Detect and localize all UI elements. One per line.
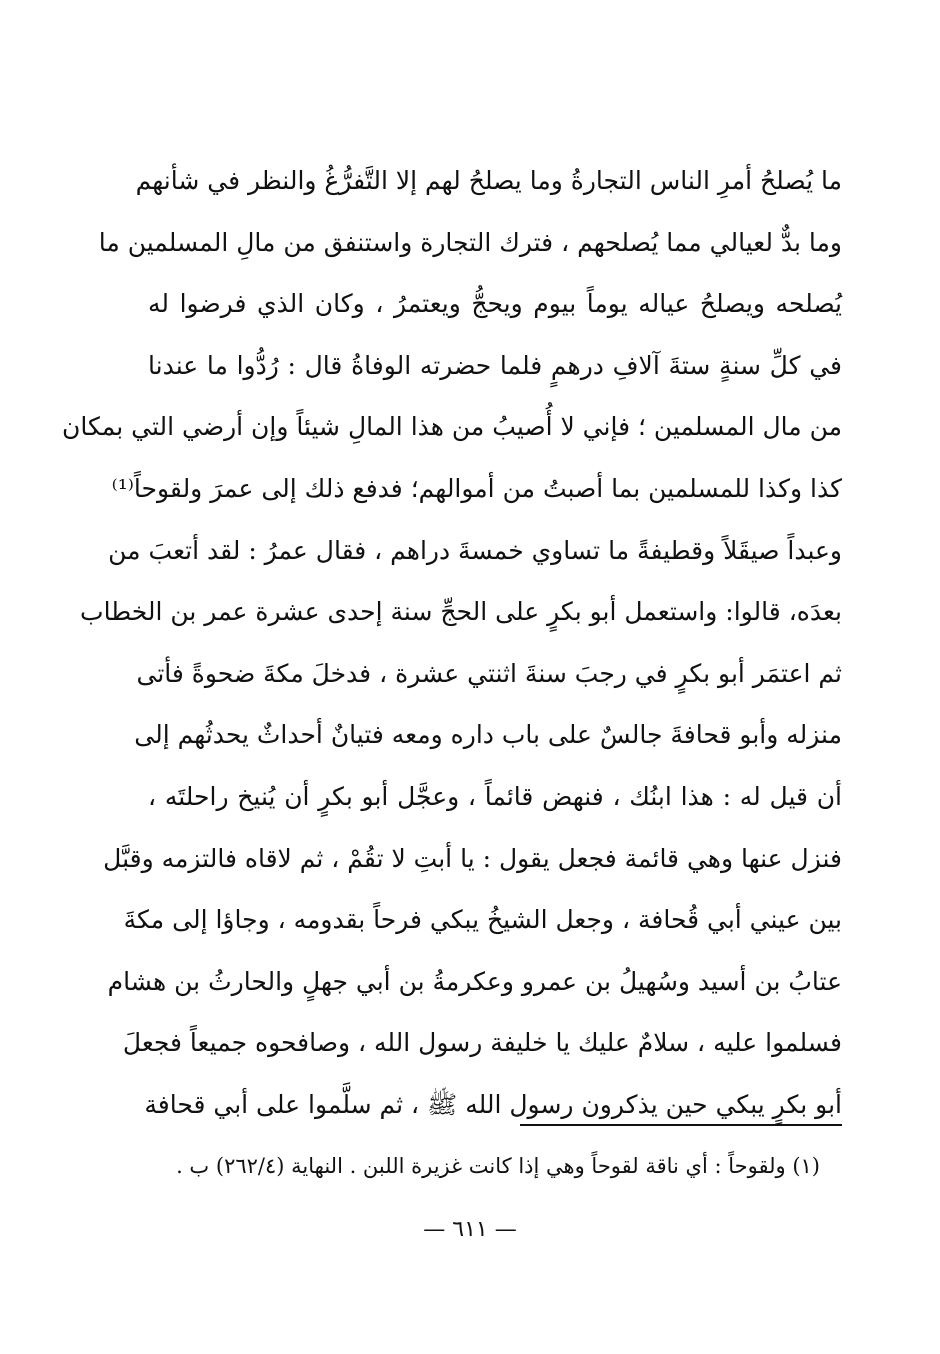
- body-line: أبو بكرٍ يبكي حين يذكرون رسول الله ﷺ ، ثم سلَّموا على أبي قحافة: [144, 1089, 842, 1119]
- body-line: بين عيني أبي قُحافة ، وجعل الشيخُ يبكي فرحاً بقدومه ، وجاؤا إلى مكةَ: [123, 905, 842, 935]
- body-line: بعدَه، قالوا: واستعمل أبو بكرٍ على الحجِّ سنة إحدى عشرة عمر بن الخطاب: [80, 597, 842, 627]
- body-line: ما يُصلحُ أمرِ الناس التجارةُ وما يصلحُ لهم إلا التَّفرُّغُ والنظر في شأنهم: [135, 166, 842, 195]
- body-line: فسلموا عليه ، سلامٌ عليك يا خليفة رسول الله ، وصافحوه جميعاً فجعلَ: [122, 1028, 842, 1058]
- body-line: ثم اعتمَر أبو بكرٍ في رجبَ سنةَ اثنتي عشرة ، فدخلَ مكةَ ضحوةً فأتى: [136, 658, 842, 688]
- body-line: كذا وكذا للمسلمين بما أصبتُ من أموالهم؛ فدفع ذلك إلى عمرَ ولقوحاً⁽¹⁾: [111, 473, 842, 503]
- body-line: يُصلحه ويصلحُ عياله يوماً بيوم ويحجُّ ويعتمرُ ، وكان الذي فرضوا له: [148, 289, 842, 319]
- footnote-separator: [520, 1124, 842, 1126]
- body-text: [61, 150, 842, 1136]
- page-number: — ٦١١ —: [423, 1217, 517, 1242]
- body-line: وعبداً صيقَلاً وقطيفةً ما تساوي خمسةَ دراهم ، فقال عمرُ : لقد أتعبَ من: [108, 535, 842, 565]
- body-line: منزله وأبو قحافةَ جالسٌ على باب داره ومعه فتيانٌ أحداثٌ يحدثُهم إلى: [134, 720, 842, 750]
- body-line: من مال المسلمين ؛ فإني لا أُصيبُ من هذا المالِ شيئاً وإن أرضي التي بمكان: [61, 412, 842, 442]
- body-line: وما بدٌّ لعيالي مما يُصلحهم ، فترك التجارة واستنفق من مالِ المسلمين ما: [98, 227, 842, 257]
- footnote: (١) ولقوحاً : أي ناقة لقوحاً وهي إذا كانت غزيرة اللبن . النهاية (٢٦٢/٤) ب .: [176, 1154, 820, 1178]
- body-line: أن قيل له : هذا ابنُك ، فنهض قائماً ، وعجَّل أبو بكرٍ أن يُنيخ راحلتَه ،: [148, 781, 842, 811]
- body-line: عتابُ بن أسيد وسُهيلُ بن عمرو وعكرمةُ بن أبي جهلٍ والحارثُ بن هشام: [107, 966, 842, 996]
- body-line: في كلِّ سنةٍ ستةَ آلافِ درهمٍ فلما حضرته الوفاةُ قال : رُدُّوا ما عندنا: [148, 350, 842, 380]
- body-line: فنزل عنها وهي قائمة فجعل يقول : يا أبتِ لا تقُمْ ، ثم لاقاه فالتزمه وقبَّل: [103, 843, 842, 873]
